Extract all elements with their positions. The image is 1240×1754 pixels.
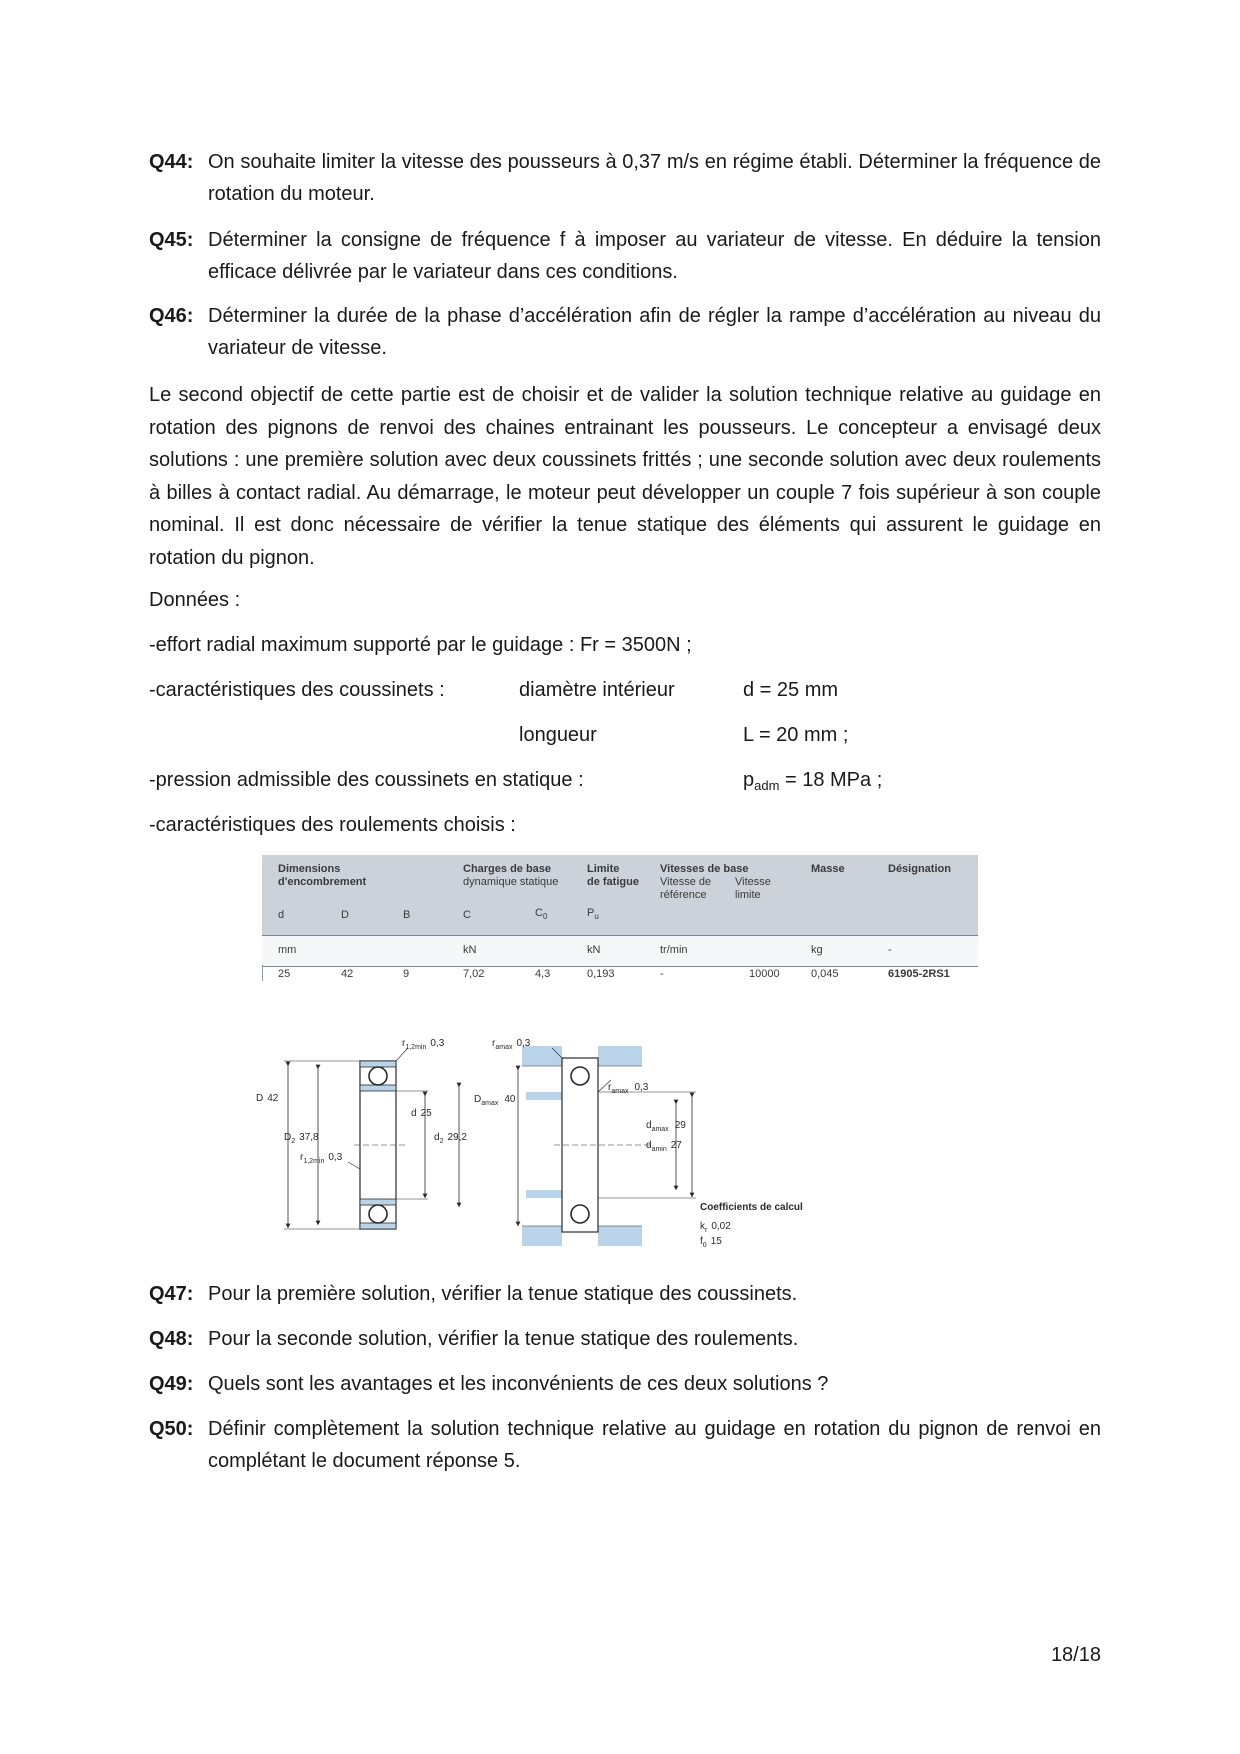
header-masse: Masse	[811, 863, 845, 875]
row-designation: 61905-2RS1	[888, 968, 950, 980]
row-C: 7,02	[463, 968, 485, 980]
question-q49	[149, 1368, 1101, 1400]
D-label: D 42	[256, 1093, 279, 1104]
row-C0: 4,3	[535, 968, 551, 980]
unit-mm: mm	[278, 944, 297, 956]
roulements-label: -caractéristiques des roulements choisis :	[149, 814, 516, 836]
ramax-mid-label: $r_{amax}$ 0,3	[608, 1082, 649, 1095]
ball-top	[369, 1067, 387, 1085]
coussinets-dim1-name: diamètre intérieur	[519, 679, 675, 701]
shaft-shoulder-top	[526, 1092, 562, 1100]
sym-Pu-letter: P	[587, 907, 595, 919]
question-label: Q48:	[149, 1328, 194, 1350]
header-limite: Limite	[587, 863, 620, 875]
question-text: Pour la première solution, vérifier la tenue statique des coussinets.	[208, 1283, 798, 1305]
bearing-mounting-drawing	[474, 1038, 696, 1246]
sym-Pu-sub: u	[594, 912, 599, 921]
sym-C0-sub: 0	[542, 912, 548, 921]
table-header-band	[262, 855, 978, 935]
sym-B: B	[403, 909, 411, 921]
header-reference: référence	[660, 889, 707, 901]
row-D: 42	[341, 968, 354, 980]
pression-symbol: p	[743, 769, 755, 791]
bearing-section-drawing	[256, 1038, 467, 1229]
d-label: d 25	[411, 1108, 432, 1119]
header-charges: Charges de base	[463, 863, 552, 875]
pression-label: -pression admissible des coussinets en statique :	[149, 769, 584, 791]
header-dimensions: Dimensions	[278, 863, 341, 875]
coussinets-dim2-value: L = 20 mm ;	[743, 724, 849, 746]
housing-top-left	[522, 1046, 562, 1066]
unit-dash: -	[888, 944, 892, 956]
damin-label: $d_{amin}$ 27	[646, 1140, 682, 1153]
bearing-drawings	[256, 1036, 916, 1256]
D2-label: $D_2$ 37,8	[284, 1132, 319, 1145]
intro-paragraph: Le second objectif de cette partie est de choisir et de valider la solution technique relative au guidage en rotation des pignons de renvoi des chaines entrainant les pousseurs. Le concepteur a envisagé deux solutions : une première solution avec deux coussinets frittés ; une seconde solution avec deux roulements à billes à contact radial. Au démarrage, le moteur peut développer un couple 7 fois supérieur à son couple nominal. Il est donc nécessaire de vérifier la tenue statique des éléments qui assurent le guidage en rotation du pignon.	[149, 384, 1101, 569]
question-q50	[149, 1413, 1101, 1477]
row-vref: -	[660, 968, 664, 980]
question-q44	[149, 146, 1101, 210]
ball-top-right	[571, 1067, 589, 1085]
page-number: 18/18	[1050, 1644, 1101, 1666]
row-d: 25	[278, 968, 291, 980]
coefficients-title: Coefficients de calcul	[700, 1202, 803, 1213]
r12min-bottom-label: $r_{1,2min}$ 0,3	[300, 1152, 343, 1165]
question-label: Q49:	[149, 1373, 194, 1395]
pression-value	[743, 766, 882, 800]
row-masse: 0,045	[811, 968, 839, 980]
row-B: 9	[403, 968, 410, 980]
question-label: Q44:	[149, 151, 194, 173]
question-text: On souhaite limiter la vitesse des pousseurs à 0,37 m/s en régime établi. Déterminer la fréquence de rotation du moteur.	[208, 151, 1101, 205]
sym-D: D	[341, 909, 349, 921]
question-text: Pour la seconde solution, vérifier la tenue statique des roulements.	[208, 1328, 799, 1350]
f0-label: $f_0$ 15	[700, 1236, 722, 1249]
question-text: Déterminer la consigne de fréquence f à imposer au variateur de vitesse. En déduire la tension efficace délivrée par le variateur dans ces conditions.	[208, 229, 1101, 283]
pression-subscript: adm	[754, 778, 780, 793]
ramax-top-label: $r_{amax}$ 0,3	[492, 1038, 531, 1051]
row-Pu: 0,193	[587, 968, 615, 980]
header-vitesse-ref: Vitesse de	[660, 876, 712, 888]
sym-C: C	[463, 909, 471, 921]
sym-C0-letter: C	[535, 907, 543, 919]
question-q45	[149, 224, 1101, 288]
unit-kg: kg	[811, 944, 823, 956]
sym-d: d	[278, 909, 285, 921]
shaft-shoulder-bottom	[526, 1190, 562, 1198]
unit-kN-2: kN	[587, 944, 601, 956]
question-text: Définir complètement la solution technique relative au guidage en rotation du pignon de renvoi en complétant le document réponse 5.	[208, 1418, 1101, 1472]
d2-label: $d_2$ 29,2	[434, 1132, 467, 1145]
header-dyn-stat: dynamique statique	[463, 876, 559, 888]
header-vitesse-lim: Vitesse	[735, 876, 771, 888]
header-designation: Désignation	[888, 863, 951, 875]
kr-label: $k_r$ 0,02	[700, 1221, 731, 1234]
header-encombrement: d'encombrement	[278, 876, 367, 888]
effort-line: -effort radial maximum supporté par le guidage : Fr = 3500N ;	[149, 634, 692, 656]
header-fatigue: de fatigue	[587, 876, 639, 888]
question-text: Déterminer la durée de la phase d’accélération afin de régler la rampe d’accélération au niveau du variateur de vitesse.	[208, 305, 1101, 359]
header-vitesses: Vitesses de base	[660, 863, 749, 875]
housing-top-right	[598, 1046, 642, 1066]
bearing-table	[262, 855, 978, 981]
question-label: Q47:	[149, 1283, 194, 1305]
question-label: Q45:	[149, 229, 194, 251]
coefficients-block	[700, 1202, 803, 1249]
ball-bottom	[369, 1205, 387, 1223]
question-q46	[149, 300, 1101, 364]
question-q48	[149, 1323, 1101, 1355]
coussinets-dim1-value: d = 25 mm	[743, 679, 839, 701]
sym-Pu	[587, 906, 599, 924]
unit-kN-1: kN	[463, 944, 477, 956]
housing-bottom-right	[598, 1226, 642, 1246]
data-heading: Données :	[149, 589, 241, 611]
question-q47	[149, 1278, 1101, 1310]
unit-trmin: tr/min	[660, 944, 688, 956]
outer-ring-top	[360, 1061, 396, 1067]
coussinets-label: -caractéristiques des coussinets :	[149, 679, 445, 701]
row-vlim: 10000	[749, 968, 780, 980]
sym-C0	[535, 906, 547, 924]
table-left-rule	[262, 965, 263, 981]
question-label: Q50:	[149, 1418, 194, 1440]
damax-label: $d_{amax}$ 29	[646, 1120, 686, 1133]
inner-ring-bottom	[360, 1199, 396, 1205]
question-label: Q46:	[149, 305, 194, 327]
Damax-label: $D_{amax}$ 40	[474, 1094, 516, 1107]
housing-bottom-left	[522, 1226, 562, 1246]
coussinets-dim2-name: longueur	[519, 724, 597, 746]
r12min-top-label: $r_{1,2min}$ 0,3	[402, 1038, 445, 1051]
document-page	[149, 0, 1101, 1754]
question-text: Quels sont les avantages et les inconvénients de ces deux solutions ?	[208, 1373, 829, 1395]
ball-bottom-right	[571, 1205, 589, 1223]
pression-number: = 18 MPa ;	[779, 769, 883, 791]
outer-ring-bottom	[360, 1223, 396, 1229]
table-units-band	[262, 935, 978, 967]
header-limite2: limite	[735, 889, 761, 901]
inner-ring-top	[360, 1085, 396, 1091]
